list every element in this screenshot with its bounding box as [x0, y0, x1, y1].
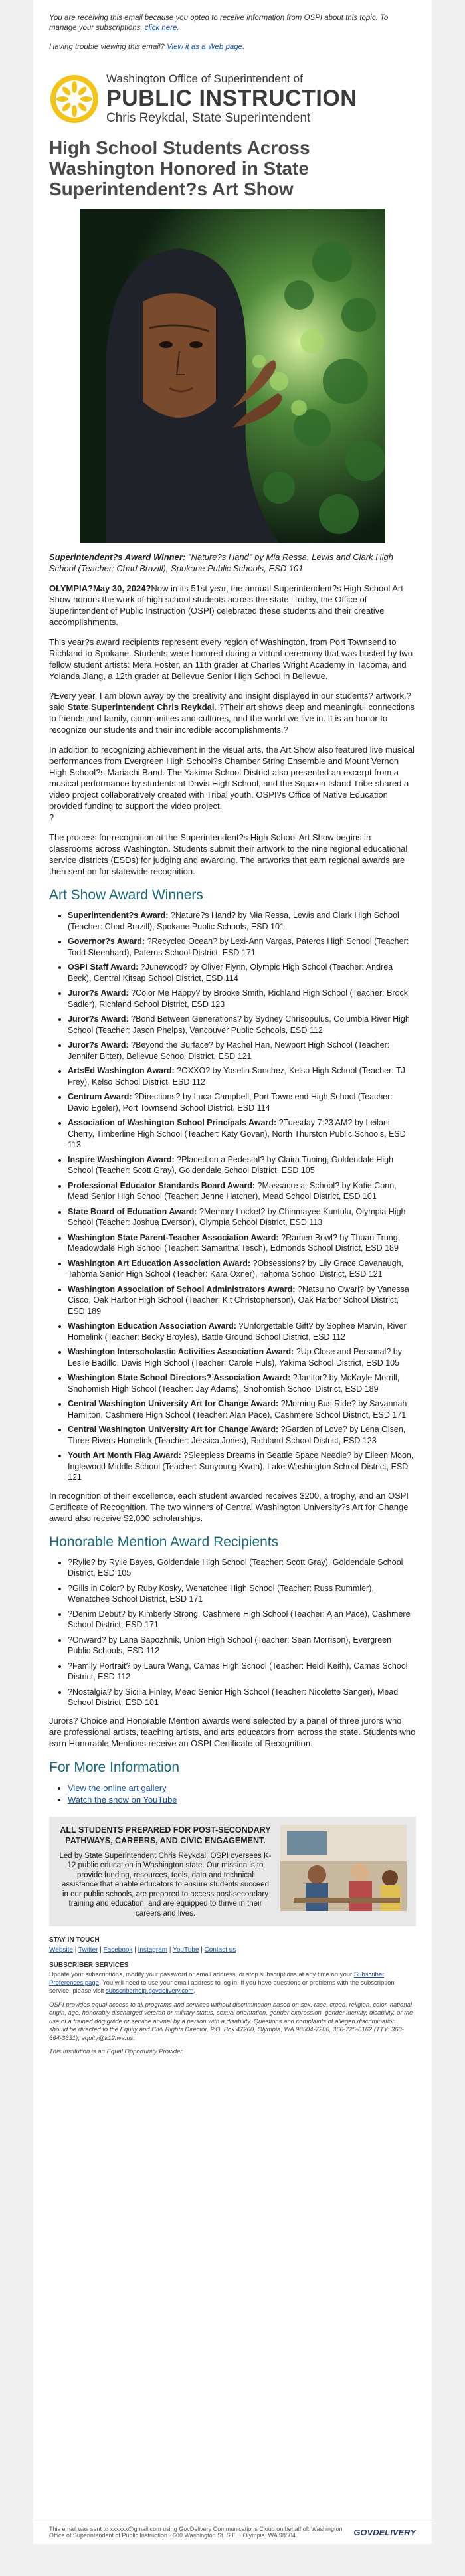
- more-info-heading: For More Information: [49, 1759, 180, 1775]
- ospi-logo[interactable]: [33, 66, 432, 135]
- art-gallery-link[interactable]: View the online art gallery: [68, 1782, 167, 1793]
- honorable-item: • ?Nostalgia? by Sicilia Finley, Mead Senior High School (Teacher: Nicolette Sanger), Mead School District, ESD 101: [68, 1687, 416, 1708]
- more-info-item: [68, 1782, 416, 1794]
- social-links: Website | Twitter | Facebook | Instagram | YouTube | Contact us: [49, 1946, 236, 1954]
- subscriber-help-link[interactable]: subscriberhelp.govdelivery.com: [106, 1987, 194, 1995]
- delivery-footer: [33, 2520, 432, 2544]
- instagram-link[interactable]: Instagram: [138, 1946, 168, 1954]
- view-web-page-link[interactable]: View it as a Web page: [167, 43, 243, 51]
- paragraph-2: This year?s award recipients represent every region of Washington, from Port Townsend to Richland to Spokane. Students were honored during a virtual ceremony that was hosted by two fellow student artists: Mera Foster, an 11th grader at Charles Wright Academy in Tacoma, and Yolanda Jiang, a 12th grader at Bellevue Senior High School in Bellevue.: [49, 637, 413, 681]
- award-item: • Juror?s Award: ?Beyond the Surface? by Rachel Han, Newport High School (Teacher: Jennifer Bitter), Bellevue School District, ESD 121: [68, 1040, 416, 1061]
- award-item: • Governor?s Award: ?Recycled Ocean? by Lexi-Ann Vargas, Pateros High School (Teacher: Todd Steenhard), Pateros School District, ESD 171: [68, 936, 416, 958]
- subscriber-preferences-link[interactable]: Subscriber Preferences page: [49, 1971, 385, 1987]
- stay-in-touch-heading: STAY IN TOUCH: [49, 1936, 100, 1944]
- youtube-show-link[interactable]: Watch the show on YouTube: [68, 1794, 177, 1805]
- award-item: • Association of Washington School Principals Award: ?Tuesday 7:23 AM? by Leilani Cherry, Timberline High School (Teacher: Katy Govan), North Thurston Public Schools, ESD 113: [68, 1117, 416, 1150]
- logo-line-1: Washington Office of Superintendent of: [106, 72, 303, 85]
- mission-text: [58, 1825, 280, 1919]
- award-item: • Central Washington University Art for Change Award: ?Morning Bus Ride? by Savannah Hamilton, Cashmere High School (Teacher: Alan Pace), Cashmere School District, ESD 171: [68, 1398, 416, 1420]
- more-info-list: [49, 1782, 416, 1806]
- logo-line-3: Chris Reykdal, State Superintendent: [106, 111, 311, 125]
- award-item: • Washington Association of School Administrators Award: ?Natsu no Owari? by Vanessa Cisco, Oak Harbor High School (Teacher: Kit Christopherson), Oak Harbor School District, ESD 189: [68, 1284, 416, 1317]
- manage-subscriptions-link[interactable]: click here: [144, 24, 177, 32]
- preheader: [33, 0, 432, 66]
- award-item: • OSPI Staff Award: ?Junewood? by Oliver Flynn, Olympic High School (Teacher: Andrea Beck), Central Kitsap School District, ESD 114: [68, 962, 416, 984]
- subscriber-services-text: Update your subscriptions, modify your password or email address, or stop subscriptions at any time on your Subscriber Preferences page. You will need to use your email address to log in. If you have questions or problems with the subscription service, please visit subscriberhelp.govdelivery.com.: [49, 1971, 395, 1995]
- logo-wordmark: [106, 72, 357, 126]
- classroom-photo-image: [280, 1825, 407, 1911]
- award-item: • Professional Educator Standards Board Award: ?Massacre at School? by Katie Conn, Mead Senior High School (Teacher: Jenne Hatcher), Mead School District, ESD 101: [68, 1180, 416, 1202]
- award-item: • State Board of Education Award: ?Memory Locket? by Chinmayee Kuntulu, Olympia High School (Teacher: Joshua Everson), Olympia School District, ESD 113: [68, 1206, 416, 1228]
- website-link[interactable]: Website: [49, 1946, 73, 1954]
- award-item: • Washington Education Association Award: ?Unforgettable Gift? by Sophee Marvin, River Homelink (Teacher: Becky Broyles), Battle Ground School District, ESD 112: [68, 1321, 416, 1342]
- recognition-paragraph: In recognition of their excellence, each student awarded receives $200, a trophy, and an OSPI Certificate of Recognition. The two winners of Central Washington University?s Art for Change award also receive $2,000 scholarships.: [49, 1490, 409, 1523]
- award-item: • Central Washington University Art for Change Award: ?Garden of Love? by Lena Olsen, Three Rivers Homelink (Teacher: Jessica Jones), Richland School District, ESD 123: [68, 1424, 416, 1446]
- honorable-item: • ?Denim Debut? by Kimberly Strong, Cashmere High School (Teacher: Alan Pace), Cashmere School District, ESD 171: [68, 1609, 416, 1631]
- award-item: • ArtsEd Washington Award: ?OXXO? by Yoselin Sanchez, Kelso High School (Teacher: TJ Frey), Kelso School District, ESD 112: [68, 1065, 416, 1087]
- award-item: • Washington Interscholastic Activities Association Award: ?Up Close and Personal? by Leslie Badillo, Davis High School (Teacher: Carole Huls), Yakima School District, ESD 105: [68, 1346, 416, 1368]
- honorable-item: • ?Onward? by Lana Sapozhnik, Union High School (Teacher: Sean Morrison), Evergreen Public Schools, ESD 112: [68, 1635, 416, 1657]
- mission-callout: [49, 1817, 416, 1927]
- youtube-link[interactable]: YouTube: [173, 1946, 199, 1954]
- honorable-item: • ?Family Portrait? by Laura Wang, Camas High School (Teacher: Heidi Keith), Camas School District, ESD 112: [68, 1661, 416, 1683]
- award-item: • Superintendent?s Award: ?Nature?s Hand? by Mia Ressa, Lewis and Clark High School (Teacher: Chad Brazill), Spokane Public Schools, ESD 101: [68, 910, 416, 932]
- contact-us-link[interactable]: Contact us: [204, 1946, 236, 1954]
- email-body: [33, 0, 432, 2544]
- footer: [33, 1936, 432, 2057]
- twitter-link[interactable]: Twitter: [78, 1946, 98, 1954]
- subscriber-services-heading: SUBSCRIBER SERVICES: [49, 1962, 129, 1969]
- paragraph-4: In addition to recognizing achievement in the visual arts, the Art Show also featured live musical performances from Evergreen High School?s Chamber String Ensemble and Mount Vernon High School?s Mariachi Band. The Yakima School District also presented an excerpt from a musical performance by students at Davis High School, and the Squaxin Island Tribe shared a video project collaboratively created with Tribal youth. OSPI?s Office of Native Education provided funding to support the video project. ?: [49, 745, 415, 822]
- article: [33, 138, 432, 1926]
- awards-list: [49, 910, 416, 1483]
- award-item: • Washington State Parent-Teacher Association Award: ?Ramen Bowl? by Thuan Trung, Meadowdale High School (Teacher: Samantha Tesch), Edmonds School District, ESD 189: [68, 1232, 416, 1254]
- subscription-notice: You are receiving this email because you opted to receive information from OSPI about this topic. To manage your subscriptions, click here.: [49, 14, 389, 32]
- mission-body: Led by State Superintendent Chris Reykdal, OSPI oversees K-12 public education in Washington state. Our mission is to provide funding, resources, tools, data and technical assistance that enable educators to ensure students succeed in our public schools, are prepared to access post-secondary training and education, and are equipped to thrive in their careers and lives.: [59, 1851, 272, 1918]
- honorable-item: • ?Rylie? by Rylie Bayes, Goldendale High School (Teacher: Scott Gray), Goldendale School District, ESD 105: [68, 1557, 416, 1579]
- paragraph-1: OLYMPIA?May 30, 2024?Now in its 51st year, the annual Superintendent?s High School Art Show honors the work of high school students across the state. Today, the Office of Superintendent of Public Instruction (OSPI) celebrated these students and their creative accomplishments.: [49, 583, 403, 627]
- ospi-seal-icon: [49, 74, 100, 124]
- award-item: • Centrum Award: ?Directions? by Luca Campbell, Port Townsend High School (Teacher: David Egeler), Port Townsend School District, ESD 114: [68, 1091, 416, 1113]
- hero-caption: Superintendent?s Award Winner: "Nature?s Hand" by Mia Ressa, Lewis and Clark High School (Teacher: Chad Brazill), Spokane Public Schools, ESD 101: [49, 552, 393, 573]
- more-info-item: [68, 1794, 416, 1806]
- award-item: • Juror?s Award: ?Bond Between Generations? by Sydney Chrisopulus, Columbia River High School (Teacher: Jason Phelps), Vancouver Public Schools, ESD 112: [68, 1014, 416, 1036]
- article-title: High School Students Across Washington Honored in State Superintendent?s Art Show: [49, 138, 310, 199]
- award-item: • Washington State School Directors? Association Award: ?Janitor? by McKayle Morrill, Snohomish High School (Teacher: Jay Adams), Snohomish School District, ESD 189: [68, 1372, 416, 1394]
- govdelivery-logo[interactable]: GOVDELIVERY: [353, 2527, 416, 2537]
- award-item: • Inspire Washington Award: ?Placed on a Pedestal? by Claira Tuning, Goldendale High School (Teacher: Scott Gray), Goldendale School District, ESD 105: [68, 1154, 416, 1176]
- view-web-notice: Having trouble viewing this email? View it as a Web page.: [49, 43, 245, 51]
- award-item: • Youth Art Month Flag Award: ?Sleepless Dreams in Seattle Space Needle? by Eileen Moon, Inglewood Middle School (Teacher: Sunyoung Kwon), Lake Washington School District, ESD 121: [68, 1450, 416, 1483]
- equal-opportunity-statement: This Institution is an Equal Opportunity Provider.: [49, 2048, 184, 2055]
- delivery-notice: This email was sent to xxxxxx@gmail.com using GovDelivery Communications Cloud on behalf of: Washington Office of Superintendent of Public Instruction · 600 Washington St. S.E. · Olympia, WA 98504: [49, 2526, 343, 2539]
- mission-heading: ALL STUDENTS PREPARED FOR POST-SECONDARY PATHWAYS, CAREERS, AND CIVIC ENGAGEMENT.: [60, 1825, 271, 1845]
- honorable-list: [49, 1557, 416, 1708]
- honorable-heading: Honorable Mention Award Recipients: [49, 1534, 279, 1550]
- award-item: • Juror?s Award: ?Color Me Happy? by Brooke Smith, Richland High School (Teacher: Brock Sadler), Richland School District, ESD 123: [68, 988, 416, 1010]
- paragraph-5: The process for recognition at the Superintendent?s High School Art Show begins in classrooms across Washington. Students submit their artwork to the nine regional educational service districts (ESDs) for judging and awarding. The artworks that earn regional awards are then sent on for statewide recognition.: [49, 832, 408, 876]
- nondiscrimination-statement: OSPI provides equal access to all programs and services without discrimination based on sex, race, creed, religion, color, national origin, age, honorably discharged veteran or military status, sexual orientation, gender expression, gender identity, disability, or the use of a trained dog guide or service animal by a person with a disability. Questions and complaints of alleged discrimination should be directed to the Equity and Civil Rights Director, P.O. Box 47200, Olympia, WA 98504-7200, 360-725-6162 (TTY: 360-664-3631), equity@k12.wa.us.: [49, 2001, 413, 2042]
- facebook-link[interactable]: Facebook: [103, 1946, 133, 1954]
- jurors-paragraph: Jurors? Choice and Honorable Mention awards were selected by a panel of three jurors who are professional artists, teaching artists, and arts educators from across the state. Students who earn Honorable Mentions receive an OSPI Certificate of Recognition.: [49, 1715, 416, 1748]
- honorable-item: • ?Gills in Color? by Ruby Kosky, Wenatchee High School (Teacher: Russ Rummler), Wenatchee School District, ESD 171: [68, 1583, 416, 1605]
- paragraph-3: ?Every year, I am blown away by the creativity and insight displayed in our students? artwork,? said State Superintendent Chris Reykdal. ?Their art shows deep and meaningful connections to friends and family, communities and cultures, and the world we live in. It is an honor to recognize our students and their incredible accomplishments.?: [49, 691, 415, 735]
- awards-heading: Art Show Award Winners: [49, 887, 203, 903]
- award-item: • Washington Art Education Association Award: ?Obsessions? by Lily Grace Cavanaugh, Tahoma Senior High School (Teacher: Kara Oxner), Tahoma School District, ESD 121: [68, 1258, 416, 1280]
- logo-line-2: PUBLIC INSTRUCTION: [106, 86, 357, 111]
- hero-artwork-image: [80, 209, 385, 543]
